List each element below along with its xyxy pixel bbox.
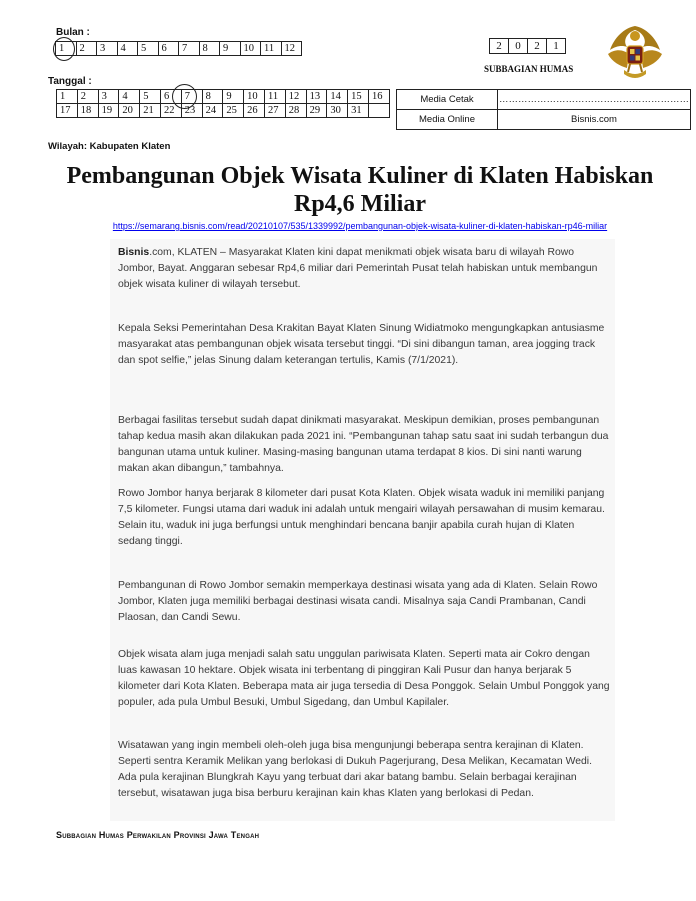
grid-cell: 13	[306, 90, 327, 104]
grid-cell: 30	[327, 104, 348, 118]
year-digit: 2	[490, 39, 509, 54]
grid-cell: 4	[117, 42, 138, 56]
paragraph: Berbagai fasilitas tersebut sudah dapat dinikmati masyarakat. Meskipun demikian, proses pembangunan tahap kedua masih akan dilakukan pada 2021 ini. “Pembangunan tahap satu saat ini sudah terbangun dua bangunan utama untuk kuliner. Masing-masing bangunan utama terdapat 8 kios. Di sini nanti warung makan akan dibangun,” tambahnya.	[118, 415, 609, 474]
grid-cell: 1	[56, 42, 77, 56]
title-line: Pembangunan Objek Wisata Kuliner di Klaten Habiskan	[66, 163, 654, 189]
paragraph: Rowo Jombor hanya berjarak 8 kilometer dari pusat Kota Klaten. Objek wisata waduk ini memiliki panjang 7,5 kilometer. Fungsi utama dari waduk ini adalah untuk mengairi wilayah persawahan di musim kemarau. Selain itu, waduk ini juga berfungsi untuk menghindari bencana banjir apabila curah hujan di Klaten sedang tinggi.	[118, 488, 605, 547]
paragraph: Kepala Seksi Pemerintahan Desa Krakitan Bayat Klaten Sinung Widiatmoko mengungkapkan antusiasme masyarakat atas pembangunan objek wisata tersebut tinggi. “Di sini dibangun taman, area jogging track dan spot selfie,” jelas Sinung dalam keterangan tertulis, Kamis (7/1/2021).	[118, 323, 605, 366]
grid-cell: 10	[244, 90, 265, 104]
grid-cell: 9	[220, 42, 241, 56]
article-url[interactable]: https://semarang.bisnis.com/read/20210107/535/1339992/pembangunan-objek-wisata-kuliner-di-klaten-habiskan-rp46-miliar	[112, 221, 608, 231]
selected-month-circle	[53, 37, 75, 61]
grid-cell: 8	[202, 90, 223, 104]
bulan-grid	[55, 41, 302, 56]
tanggal-label: Tanggal :	[48, 76, 92, 87]
selected-date-circle	[172, 84, 197, 109]
grid-cell: 14	[327, 90, 348, 104]
media-type: Media Cetak	[397, 90, 498, 110]
footer: Subbagian Humas Perwakilan Provinsi Jawa Tengah	[56, 830, 260, 840]
grid-cell: 31	[348, 104, 369, 118]
grid-cell: 26	[244, 104, 265, 118]
grid-cell: 11	[264, 90, 285, 104]
grid-cell: 6	[158, 42, 179, 56]
grid-cell: 3	[98, 90, 119, 104]
grid-cell: 19	[98, 104, 119, 118]
bulan-label: Bulan :	[56, 27, 90, 38]
media-type: Media Online	[397, 110, 498, 130]
grid-cell: 27	[264, 104, 285, 118]
grid-cell: 10	[240, 42, 261, 56]
grid-cell: 11	[261, 42, 282, 56]
year-digit: 2	[528, 39, 547, 54]
grid-cell: 29	[306, 104, 327, 118]
grid-cell: 18	[77, 104, 98, 118]
grid-cell: 8	[199, 42, 220, 56]
grid-cell: 12	[281, 42, 302, 56]
grid-cell: 9	[223, 90, 244, 104]
grid-cell: 24	[202, 104, 223, 118]
media-row	[397, 90, 691, 110]
media-row	[397, 110, 691, 130]
grid-cell: 22	[160, 104, 181, 118]
grid-cell: 6	[160, 90, 181, 104]
grid-cell: 15	[348, 90, 369, 104]
grid-cell: 2	[77, 90, 98, 104]
grid-cell: 3	[97, 42, 118, 56]
year-digit: 1	[547, 39, 566, 54]
grid-cell: 5	[140, 90, 161, 104]
grid-cell: 28	[285, 104, 306, 118]
grid-cell: 12	[285, 90, 306, 104]
grid-cell: 23	[181, 104, 202, 118]
department-label: SUBBAGIAN HUMAS	[484, 64, 574, 74]
grid-cell: 5	[138, 42, 159, 56]
article-clipping	[110, 239, 615, 821]
year-box	[489, 38, 566, 54]
paragraph: Wisatawan yang ingin membeli oleh-oleh juga bisa mengunjungi beberapa sentra kerajinan di Klaten. Seperti sentra Keramik Melikan yang berlokasi di Dukuh Pagerjurang, Desa Melikan, Kecamatan Wedi. Ada pula kerajinan Blungkrah Kayu yang terbuat dari akar batang bambu. Selain berbagai kerajinan tersebut, wisatawan juga bisa berburu kerajinan kain khas Klaten yang berlokasi di Pedan.	[118, 740, 592, 799]
paragraph: Bisnis.com, KLATEN – Masyarakat Klaten kini dapat menikmati objek wisata baru di wilayah Rowo Jombor, Bayat. Anggaran sebesar Rp4,6 miliar dari Pemerintah Pusat telah habiskan untuk membangun objek wisata kuliner di wilayah tersebut.	[118, 247, 598, 290]
year-digit: 0	[509, 39, 528, 54]
grid-cell: 17	[57, 104, 78, 118]
media-value: Bisnis.com	[498, 110, 691, 130]
grid-cell: 2	[76, 42, 97, 56]
paragraph: Pembangunan di Rowo Jombor semakin memperkaya destinasi wisata yang ada di Klaten. Selain Rowo Jombor, Klaten juga memiliki berbagai destinasi wisata candi. Misalnya saja Candi Prambanan, Candi Plaosan, dan Candi Sewu.	[118, 580, 598, 623]
paragraph: Objek wisata alam juga menjadi salah satu unggulan pariwisata Klaten. Seperti mata air Cokro dengan luas kawasan 10 hektare. Objek wisata ini terbentang di pinggiran Kali Pusur dan hanya berjarak 5 kilometer dari Kota Klaten. Beberapa mata air juga tersedia di Desa Ponggok. Selain Umbul Ponggok yang populer, ada pula Umbul Besuki, Umbul Sigedang, dan Umbul Kapilaler.	[118, 649, 610, 708]
wilayah-label: Wilayah: Kabupaten Klaten	[48, 141, 171, 152]
grid-cell: 21	[140, 104, 161, 118]
media-value: ……………………………………………………	[498, 90, 691, 110]
tanggal-grid	[56, 89, 390, 118]
grid-cell: 25	[223, 104, 244, 118]
grid-cell: 4	[119, 90, 140, 104]
grid-cell: 1	[57, 90, 78, 104]
title-line: Rp4,6 Miliar	[294, 191, 426, 217]
grid-cell: 7	[181, 90, 202, 104]
media-table	[396, 89, 691, 130]
grid-cell: 16	[368, 90, 389, 104]
grid-cell: 20	[119, 104, 140, 118]
article-title	[40, 162, 680, 218]
grid-cell: 7	[179, 42, 200, 56]
garuda-emblem	[602, 20, 668, 86]
grid-cell	[368, 104, 389, 118]
